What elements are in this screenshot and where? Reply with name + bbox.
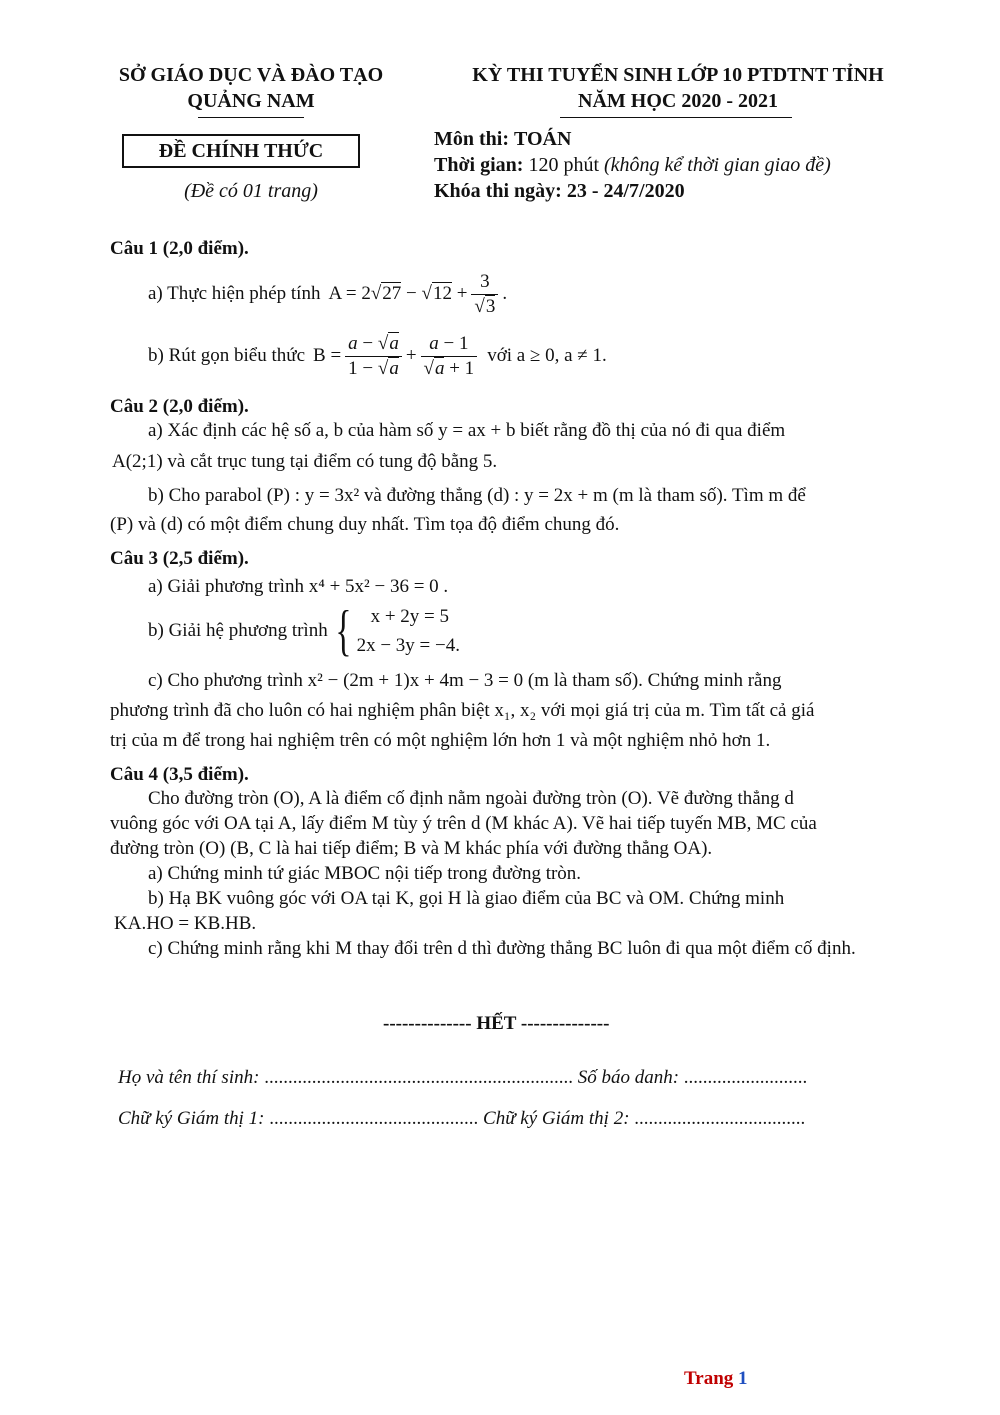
q1-a-formula: A = 2√27 − √12 +: [328, 283, 468, 304]
invigilator2-label: Chữ ký Giám thị 2:: [483, 1108, 630, 1129]
q1-title: Câu 1 (2,0 điểm).: [110, 238, 249, 259]
q3-b: [148, 600, 460, 662]
q4-p-line1: Cho đường tròn (O), A là điểm cố định nằm ngoài đường tròn (O). Vẽ đường thẳng d: [148, 788, 794, 809]
q3-c-line2: phương trình đã cho luôn có hai nghiệm phân biệt x₁, x₂ với mọi giá trị của m. Tìm tất cả giá: [110, 700, 815, 721]
candidate-name-dots: .................................................................: [264, 1067, 573, 1088]
system-brace: {: [335, 600, 352, 662]
subject-line: [434, 128, 571, 151]
q3-c-line1: c) Cho phương trình x² − (2m + 1)x + 4m − 3 = 0 (m là tham số). Chứng minh rằng: [148, 670, 782, 691]
page-word: Trang: [684, 1368, 734, 1389]
q4-p-line3: đường tròn (O) (B, C là hai tiếp điểm; B và M khác phía với đường thẳng OA).: [110, 838, 713, 859]
candidate-id-dots: ..........................: [683, 1067, 808, 1088]
pages-note: (Đề có 01 trang): [184, 180, 318, 202]
q3-a: a) Giải phương trình x⁴ + 5x² − 36 = 0 .: [148, 576, 449, 597]
q2-a-line1: a) Xác định các hệ số a, b của hàm số y = ax + b biết rằng đồ thị của nó đi qua điểm: [148, 420, 786, 441]
candidate-id-label: Số báo danh:: [577, 1067, 680, 1088]
subject-label: Môn thi:: [434, 128, 509, 150]
official-box: ĐỀ CHÍNH THỨC: [122, 134, 360, 168]
end-marker: -------------- HẾT --------------: [383, 1013, 610, 1034]
q4-title: Câu 4 (3,5 điểm).: [110, 764, 249, 785]
q1-a-fraction: $\frac{3}{√3}$: [471, 270, 498, 319]
date-line: [434, 180, 685, 203]
q4-a-line: a) Chứng minh tứ giác MBOC nội tiếp trong đường tròn.: [148, 863, 582, 884]
school-year: NĂM HỌC 2020 - 2021: [578, 90, 778, 112]
invigilator1-dots: ............................................: [269, 1108, 479, 1129]
q4-b-line2: KA.HO = KB.HB.: [114, 913, 257, 934]
invigilator1-label: Chữ ký Giám thị 1:: [118, 1108, 265, 1129]
exam-title: KỲ THI TUYỂN SINH LỚP 10 PTDTNT TỈNH: [472, 64, 884, 86]
q1-b-fraction-2: $\frac{a - 1}{√a + 1}$: [421, 332, 478, 381]
department-name: SỞ GIÁO DỤC VÀ ĐÀO TẠO: [118, 64, 384, 86]
q2-a-line2: A(2;1) và cắt trục tung tại điểm có tung độ bằng 5.: [112, 451, 498, 472]
invigilator2-dots: ....................................: [634, 1108, 806, 1129]
subject-value: TOÁN: [514, 128, 572, 150]
candidate-line: [118, 1067, 807, 1089]
q2-title: Câu 2 (2,0 điểm).: [110, 396, 249, 417]
date-value: 23 - 24/7/2020: [566, 180, 685, 202]
date-label: Khóa thi ngày:: [434, 180, 562, 202]
q1-b-condition: với a ≥ 0, a ≠ 1.: [487, 345, 607, 366]
q4-b-line1: b) Hạ BK vuông góc với OA tại K, gọi H là giao điểm của BC và OM. Chứng minh: [148, 888, 785, 909]
q4-p-line2: vuông góc với OA tại A, lấy điểm M tùy ý trên d (M khác A). Vẽ hai tiếp tuyến MB, MC của: [110, 813, 817, 834]
q1-b-text: b) Rút gọn biểu thức: [148, 345, 306, 366]
q1-part-b: b) Rút gọn biểu thức B = $\frac{a - √a}{1 - √a}$ + $\frac{a - 1}{√a + 1}$ với a ≥ 0, a ≠ 1.: [148, 332, 607, 379]
q3-b-text: b) Giải hệ phương trình: [148, 620, 328, 641]
q1-a-text: a) Thực hiện phép tính: [148, 283, 321, 304]
q3-b-eq2: 2x − 3y = −4.: [356, 635, 460, 656]
q2-b-line2: (P) và (d) có một điểm chung duy nhất. Tìm tọa độ điểm chung đó.: [110, 514, 620, 535]
candidate-name-label: Họ và tên thí sinh:: [118, 1067, 260, 1088]
q3-b-eq1: x + 2y = 5: [370, 606, 450, 627]
time-line: [434, 154, 831, 177]
province-underline: [198, 117, 304, 118]
signature-line: [118, 1108, 805, 1130]
q1-part-a: a) Thực hiện phép tính A = 2√27 − √12 + $\frac{3}{√3}$ .: [148, 270, 508, 317]
time-value: 120 phút: [528, 154, 599, 176]
page-number: [684, 1368, 748, 1390]
q3-c-line3: trị của m để trong hai nghiệm trên có một nghiệm lớn hơn 1 và một nghiệm nhỏ hơn 1.: [110, 730, 771, 751]
time-label: Thời gian:: [434, 154, 524, 176]
time-note: (không kể thời gian giao đề): [604, 154, 831, 176]
q2-b-line1: b) Cho parabol (P) : y = 3x² và đường thẳng (d) : y = 2x + m (m là tham số). Tìm m để: [148, 485, 806, 506]
province-name: QUẢNG NAM: [187, 90, 315, 112]
page-num: 1: [738, 1368, 748, 1389]
q1-b-fraction-1: $\frac{a - √a}{1 - √a}$: [345, 332, 402, 381]
year-underline: [560, 117, 792, 118]
q3-title: Câu 3 (2,5 điểm).: [110, 548, 249, 569]
q3-b-system: [357, 602, 460, 660]
q4-c-line: c) Chứng minh rằng khi M thay đổi trên d thì đường thẳng BC luôn đi qua một điểm cố định.: [148, 938, 856, 959]
